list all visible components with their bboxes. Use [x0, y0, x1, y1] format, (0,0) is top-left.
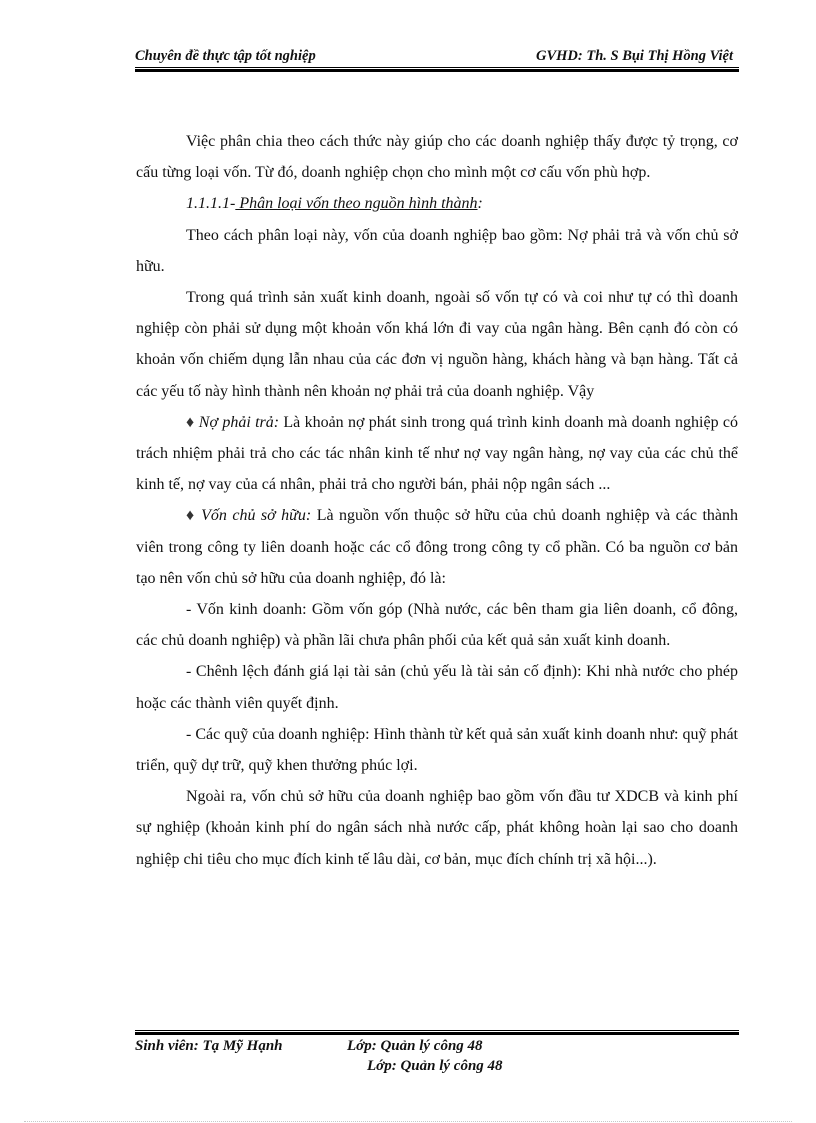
paragraph-classification: Theo cách phân loại này, vốn của doanh nghiệp bao gồm: Nợ phải trả và vốn chủ sở hữu.: [136, 226, 738, 275]
footer-class-repeat: Lớp: Quản lý công 48: [367, 1058, 503, 1074]
paragraph-additional: Ngoài ra, vốn chủ sở hữu của doanh nghiệp bao gồm vốn đầu tư XDCB và kinh phí sự nghiệp (khoản kinh phí do ngân sách nhà nước cấp, phát không hoàn lại sao cho doanh nghiệp chi tiêu cho mục đích kinh tế lâu dài, cơ bản, mục đích chính trị xã hội...).: [136, 788, 738, 868]
header-rule-thick: [135, 69, 739, 72]
term-liabilities: Nợ phải trả:: [198, 413, 280, 431]
footer-student: Sinh viên: Tạ Mỹ Hạnh: [135, 1038, 283, 1054]
dash-item-funds: - Các quỹ của doanh nghiệp: Hình thành từ kết quả sản xuất kinh doanh như: quỹ phát triển, quỹ dự trữ, quỹ khen thưởng phúc lợi.: [136, 725, 738, 775]
bullet-equity: [136, 500, 738, 594]
paragraph-intro: Việc phân chia theo cách thức này giúp cho các doanh nghiệp thấy được tỷ trọng, cơ cấu từng loại vốn. Từ đó, doanh nghiệp chọn cho mình một cơ cấu vốn phù hợp.: [136, 133, 738, 182]
section-heading: [136, 188, 738, 219]
section-title: Phân loại vốn theo nguồn hình thành: [235, 195, 478, 213]
header-title: Chuyên đề thực tập tốt nghiệp: [135, 48, 316, 64]
bullet-liabilities: [136, 407, 738, 501]
diamond-bullet-icon: ♦: [186, 507, 196, 525]
header-rule-thin: [135, 67, 739, 68]
equity-text: Là nguồn vốn thuộc sở hữu của chủ doanh nghiệp và các thành viên trong công ty liên doanh hoặc các cổ đông trong công ty cổ phần. Có ba nguồn cơ bản tạo nên vốn chủ sở hữu của doanh nghiệp, đó là:: [136, 507, 738, 587]
header-advisor: GVHD: Th. S Bụi Thị Hồng Việt: [535, 48, 733, 64]
liabilities-text: Là khoản nợ phát sinh trong quá trình kinh doanh mà doanh nghiệp có trách nhiệm phải trả cho các tác nhân kinh tế như nợ vay ngân hàng, nợ vay của các chủ thể kinh tế, nợ vay của cá nhân, phải trả cho người bán, phải nộp ngân sách ...: [136, 413, 739, 494]
footer-rule-thick: [135, 1032, 739, 1035]
term-equity: Vốn chủ sở hữu:: [201, 507, 312, 525]
footer-class: Lớp: Quản lý công 48: [347, 1038, 483, 1054]
section-colon: :: [477, 195, 483, 213]
footer-rule-thin: [135, 1030, 739, 1031]
diamond-bullet-icon: ♦: [186, 413, 195, 431]
page-footer: [135, 1038, 739, 1078]
page-bottom-dotted-line: [24, 1121, 792, 1122]
dash-item-business-capital: - Vốn kinh doanh: Gồm vốn góp (Nhà nước, các bên tham gia liên doanh, cổ đông, các chủ doanh nghiệp) và phần lãi chưa phân phối của kết quả sản xuất kinh doanh.: [136, 601, 738, 650]
section-number: 1.1.1.1-: [186, 195, 236, 213]
document-body: [136, 126, 738, 875]
dash-item-revaluation: - Chênh lệch đánh giá lại tài sản (chủ yếu là tài sản cố định): Khi nhà nước cho phép hoặc các thành viên quyết định.: [136, 663, 738, 712]
paragraph-business-process: Trong quá trình sản xuất kinh doanh, ngoài số vốn tự có và coi như tự có thì doanh nghiệp còn phải sử dụng một khoản vốn khá lớn đi vay của ngân hàng. Bên cạnh đó còn có khoản vốn chiếm dụng lẫn nhau của các đơn vị nguồn hàng, khách hàng và bạn hàng. Tất cả các yếu tố này hình thành nên khoản nợ phải trả của doanh nghiệp. Vậy: [136, 289, 738, 400]
page-header: [135, 44, 739, 68]
